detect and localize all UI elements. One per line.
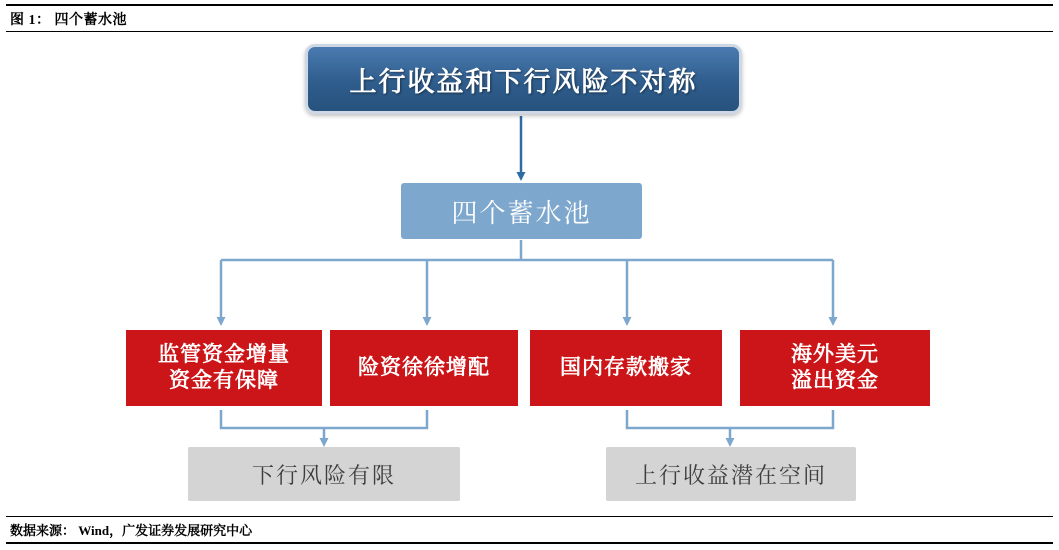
- node-red-label-3: 国内存款搬家: [560, 355, 692, 379]
- node-red-box-4: [738, 328, 932, 408]
- node-subtitle-box: [401, 183, 642, 239]
- node-red-label-1-line2: 资金有保障: [169, 369, 279, 392]
- node-red-label-4-line2: 溢出资金: [791, 369, 879, 392]
- flowchart-diagram: [0, 32, 1059, 516]
- figure-header: [6, 4, 1053, 32]
- figure-caption: 图 1： 四个蓄水池: [10, 12, 127, 28]
- node-red-label-1-line1: 监管资金增量: [158, 342, 290, 366]
- node-red-box-1: [124, 328, 324, 408]
- node-subtitle-label: 四个蓄水池: [451, 197, 592, 228]
- node-grey-label-2: 上行收益潜在空间: [634, 462, 827, 488]
- node-red-label-4-line1: 海外美元: [791, 342, 879, 366]
- node-red-box-3: [528, 328, 724, 408]
- node-grey-box-1: [188, 447, 460, 501]
- node-red-label-1: [158, 342, 290, 395]
- node-title-label: 上行收益和下行风险不对称: [349, 66, 698, 97]
- node-red-box-2: [328, 328, 520, 408]
- node-red-label-4: [791, 342, 879, 395]
- node-title-box: [305, 44, 742, 114]
- figure-source: 数据来源： Wind，广发证券发展研究中心: [10, 523, 253, 538]
- node-red-label-2: 险资徐徐增配: [358, 355, 490, 379]
- node-grey-label-1: 下行风险有限: [251, 462, 396, 488]
- figure-footer: [6, 516, 1053, 544]
- node-grey-box-2: [606, 447, 856, 501]
